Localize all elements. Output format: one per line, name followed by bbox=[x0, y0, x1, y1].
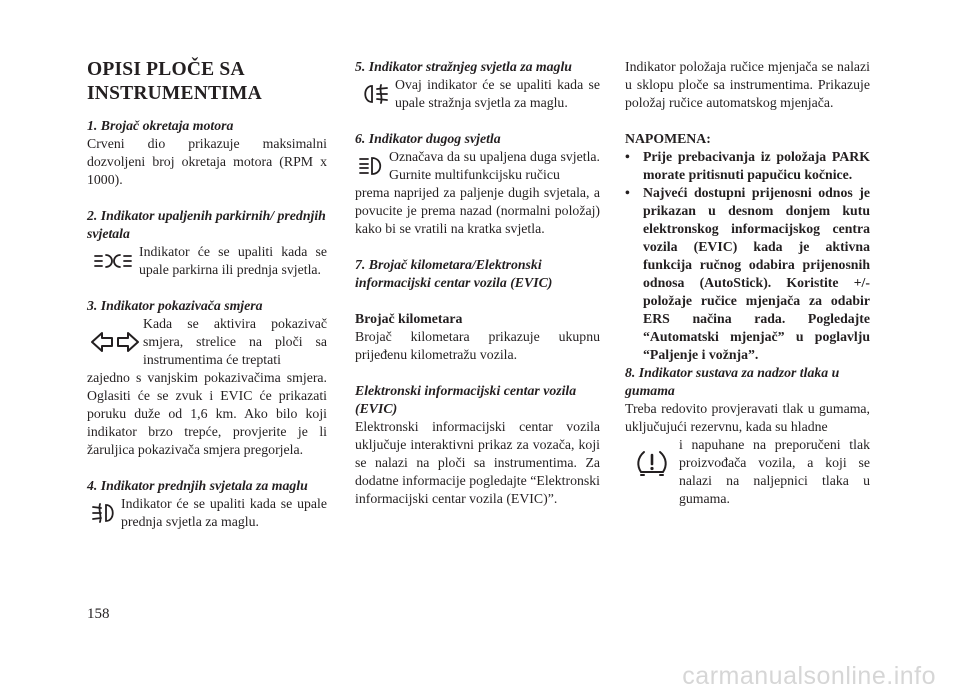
section-3-title: 3. Indikator pokazivača smjera bbox=[87, 298, 263, 313]
column-1 bbox=[87, 58, 327, 531]
section-5-title: 5. Indikator stražnjeg svjetla za maglu bbox=[355, 59, 572, 74]
section-8-block bbox=[625, 436, 870, 508]
gear-indicator-text: Indikator položaja ručice mjenjača se nalazi u sklopu ploče sa instrumentima. Prikazuje položaj ručice automatskog mjenjača. bbox=[625, 59, 870, 110]
section-6-text-b: prema naprijed za paljenje dugih svjetala, a povucite je prema nazad (normalni položaj) kako bi se vratili na kratka svjetla. bbox=[355, 185, 600, 236]
evic-text: Elektronski informacijski centar vozila uključuje interaktivni prikaz za vozača, koji se nalazi na ploči sa instrumentima. Za dodatne informacije pogledajte “Elektronski informacijski centar vozila (EVIC)”. bbox=[355, 419, 600, 506]
page-title-line2: INSTRUMENTIMA bbox=[87, 83, 262, 104]
column-3 bbox=[625, 58, 870, 508]
parking-lights-icon bbox=[87, 243, 139, 279]
odometer-heading: Brojač kilometara bbox=[355, 311, 463, 326]
page-number: 158 bbox=[87, 606, 110, 622]
section-1-title: 1. Brojač okretaja motora bbox=[87, 118, 234, 133]
section-4-block bbox=[87, 495, 327, 531]
section-7-title: 7. Brojač kilometara/Elektronski informacijski centar vozila (EVIC) bbox=[355, 257, 553, 290]
tire-pressure-warning-icon bbox=[625, 436, 679, 490]
section-4-title: 4. Indikator prednjih svjetala za maglu bbox=[87, 478, 308, 493]
section-2-block bbox=[87, 243, 327, 279]
section-2-title: 2. Indikator upaljenih parkirnih/ prednjih svjetala bbox=[87, 208, 326, 241]
front-fog-light-icon bbox=[87, 495, 121, 531]
watermark: carmanualsonline.info bbox=[682, 662, 936, 690]
odometer-text: Brojač kilometara prikazuje ukupnu prijeđenu kilometražu vozila. bbox=[355, 329, 600, 362]
section-2-text: Indikator će se upaliti kada se upale parkirna ili prednja svjetla. bbox=[139, 244, 327, 277]
note-list bbox=[625, 148, 870, 364]
section-5-text: Ovaj indikator će se upaliti kada se upale stražnja svjetla za maglu. bbox=[395, 77, 600, 110]
section-3-text-b: zajedno s vanjskim pokazivačima smjera. Oglasiti će se zvuk i EVIC će prikazati poruku duže od 1,6 km. Ako bilo koji indikator brzo trepće, provjerite je li žaruljica pokazivača smjera pregorjela. bbox=[87, 370, 327, 457]
section-4-text: Indikator će se upaliti kada se upale prednja svjetla za maglu. bbox=[121, 496, 327, 529]
section-1-text: Crveni dio prikazuje maksimalni dozvoljeni broj okretaja motora (RPM x 1000). bbox=[87, 136, 327, 187]
section-3-block bbox=[87, 315, 327, 369]
section-8-title: 8. Indikator sustava za nadzor tlaka u gumama bbox=[625, 365, 840, 398]
note-heading: NAPOMENA: bbox=[625, 131, 711, 146]
turn-signal-arrows-icon bbox=[87, 315, 143, 369]
section-3-text-a: Kada se aktivira pokazivač smjera, strelice na ploči sa instrumentima će treptati bbox=[143, 316, 327, 367]
evic-heading: Elektronski informacijski centar vozila (EVIC) bbox=[355, 383, 577, 416]
section-6-text-a: Označava da su upaljena duga svjetla. Gurnite multifunkcijsku ručicu bbox=[389, 149, 600, 182]
section-8-text-b: i napuhane na preporučeni tlak proizvođača vozila, a koji se nalazi na naljepnici tlaka u gumama. bbox=[679, 437, 870, 506]
section-8-text-a: Treba redovito provjeravati tlak u gumama, uključujući rezervnu, kada su hladne bbox=[625, 401, 870, 434]
column-2 bbox=[355, 58, 600, 508]
note-item-2: • Najveći dostupni prijenosni odnos je prikazan u desnom donjem kutu elektronskog informacijskog centra vozila (EVIC) kada je aktivna funkcija ručnog odabira prijenosnih odnosa (AutoStick). Koristite +/- položaje ručice mjenjača za odabir ERS načina rada. Pogledajte “Automatski mjenjač” u poglavlju “Paljenje i vožnja”. bbox=[625, 184, 870, 364]
rear-fog-light-icon bbox=[355, 76, 395, 112]
note-item-1: • Prije prebacivanja iz položaja PARK morate pritisnuti papučicu kočnice. bbox=[625, 148, 870, 184]
page-title bbox=[87, 58, 327, 106]
high-beam-icon bbox=[355, 148, 389, 184]
page-title-line1: OPISI PLOČE SA bbox=[87, 59, 245, 80]
section-5-block bbox=[355, 76, 600, 112]
section-6-title: 6. Indikator dugog svjetla bbox=[355, 131, 501, 146]
section-6-block bbox=[355, 148, 600, 184]
